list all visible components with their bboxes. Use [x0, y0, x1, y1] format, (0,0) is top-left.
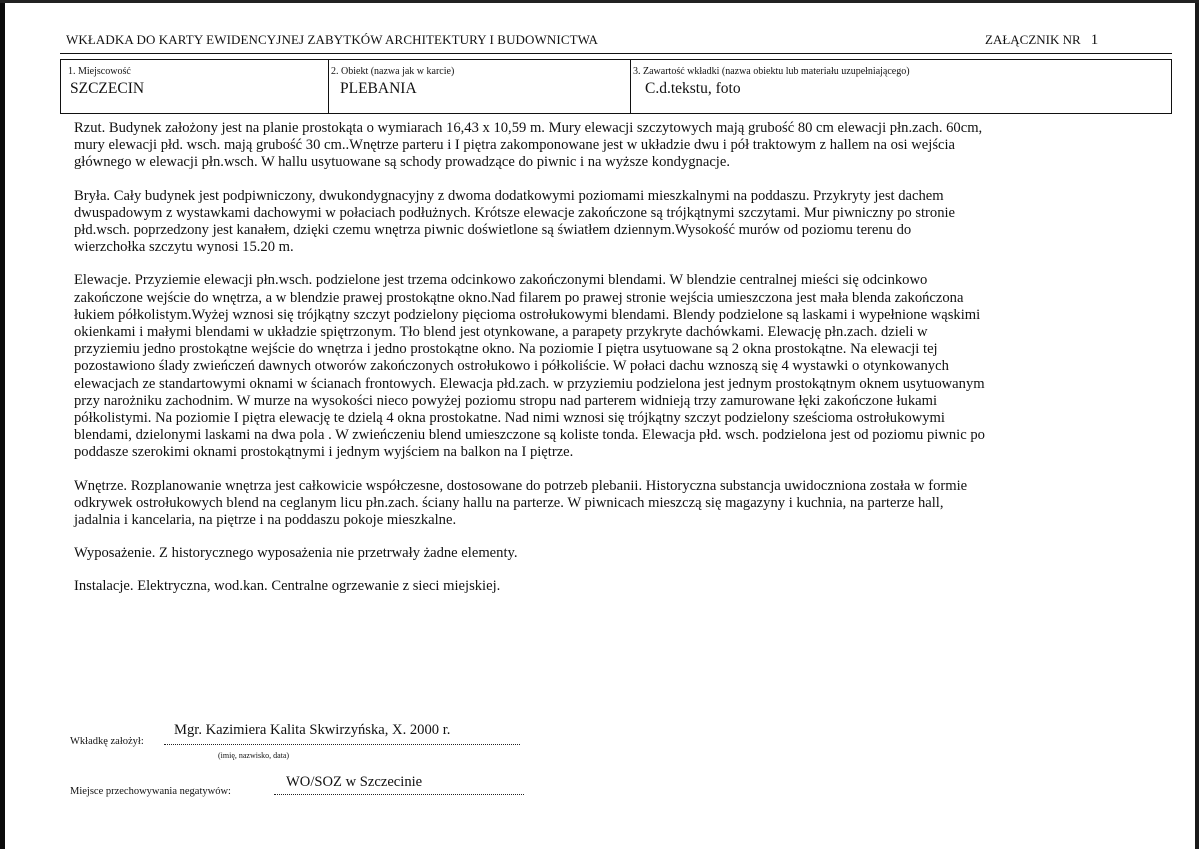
- text-line: poddasze szerokimi oknami prostokątnymi i jednym wyjściem na balkon na I piętrze.: [74, 444, 574, 461]
- text-line: półkolistymi. Na poziomie I piętra elewację te dzielą 4 okna prostokatne. Nad nimi wznosi się trójkątny szczyt podzielony sześcioma ostrołukowymi: [74, 410, 945, 427]
- text-line: przyziemiu jedno prostokątne wejście do wnętrza i jedno prostokątne okno. Na poziomie I piętra usytuowane są 2 okna prostokątne. Na elewacji tej: [74, 341, 938, 358]
- paragraph-rzut: [74, 120, 1162, 172]
- storage-value: WO/SOZ w Szczecinie: [286, 774, 423, 790]
- text-line: Wyposażenie. Z historycznego wyposażenia nie przetrwały żadne elementy.: [74, 545, 518, 562]
- annex-number: 1: [1090, 32, 1099, 48]
- form-title: WKŁADKA DO KARTY EWIDENCYJNEJ ZABYTKÓW ARCHITEKTURY I BUDOWNICTWA: [66, 32, 599, 47]
- author-dotted-line: [164, 744, 520, 745]
- contents-value: C.d.tekstu, foto: [645, 80, 741, 97]
- scan-edge-right: [1195, 0, 1199, 849]
- locality-label: 1. Miejscowość: [68, 66, 131, 77]
- text-line: przy narożniku zachodnim. W murze na wysokości nieco powyżej poziomu stropu nad parterem widnieją trzy zamurowane łęki zakończone łukami: [74, 392, 938, 409]
- text-line: łukiem półkolistym.Wyżej wznosi się trójkątny szczyt podzielony pięcioma ostrołukowymi blendami. Blendy podzielone są laskami i wypełnione wąskimi: [74, 306, 981, 323]
- scan-edge-top: [0, 0, 1199, 3]
- paragraph-elewacje: [74, 272, 1162, 461]
- text-line: głównego w elewacji płn.wsch. W hallu usytuowane są schody prowadzące do piwnic i na wyższe kondygnacje.: [74, 154, 730, 171]
- text-line: Wnętrze. Rozplanowanie wnętrza jest całkowicie współczesne, dostosowane do potrzeb plebanii. Historyczna substancja uwidoczniona została w formie: [74, 477, 968, 494]
- paragraph-instalacje: [74, 578, 1162, 595]
- annex-label-text: ZAŁĄCZNIK NR: [985, 32, 1081, 47]
- text-line: odkrywek ostrołukowych blend na ceglanym licu płn.zach. ściany hallu na parterze. W piwnicach mieszczą się magazyny i kuchnia, na parterze hall,: [74, 494, 944, 511]
- text-line: blendami, dzielonymi laskami na dwa pola . W zwieńczeniu blend umieszczone są koliste tonda. Elewacja płd. wsch. podzielona jest od poziomu piwnic po: [74, 427, 985, 444]
- text-line: mury elewacji płd. wsch. mają grubość 30 cm..Wnętrze parteru i I piętra zakomponowane jest w układzie dwu i pół traktowym z hallem na osi wejścia: [74, 137, 956, 154]
- text-line: dwuspadowym z wystawkami dachowymi w połaciach podłużnych. Krótsze elewacje zakończone są trójkątnymi szczytami. Mur piwniczny po stronie: [74, 204, 956, 221]
- text-line: wierzchołka szczytu wynosi 15.20 m.: [74, 239, 294, 256]
- text-line: płd.wsch. poprzedzony jest kanałem, dzięki czemu wnętrza piwnic doświetlone są światłem dziennym.Wysokość murów od poziomu terenu do: [74, 222, 912, 239]
- paragraph-wnetrze: [74, 478, 1162, 530]
- object-value: PLEBANIA: [340, 80, 417, 97]
- text-line: elewacjach ze standartowymi oknami w ścianach frontowych. Elewacja płd.zach. w przyziemiu podzielona jest jednym prostokątnym oknem usytuowanym: [74, 375, 985, 392]
- annex-label: [985, 32, 1098, 49]
- object-label: 2. Obiekt (nazwa jak w karcie): [331, 66, 455, 77]
- locality-value: SZCZECIN: [70, 80, 145, 97]
- text-line: Bryła. Cały budynek jest podpiwniczony, dwukondygnacyjny z dwoma dodatkowymi poziomami mieszkalnymi na poddaszu. Przykryty jest dachem: [74, 187, 944, 204]
- author-value: Mgr. Kazimiera Kalita Skwirzyńska, X. 2000 r.: [174, 722, 451, 738]
- fields-table: [60, 59, 1172, 114]
- storage-label: Miejsce przechowywania negatywów:: [70, 786, 231, 797]
- text-line: zakończone wejście do wnętrza, a w blendzie prawej prostokątne okno.Nad filarem po prawej stronie wejścia umieszczona jest mała blenda zakończona: [74, 289, 964, 306]
- author-label: Wkładkę założył:: [70, 736, 144, 747]
- text-line: pozostawiono ślady zwieńczeń dawnych otworów zakończonych ostrołukowo i półkoliście. W połaci dachu wznoszą się 4 wystawki o otynkowanych: [74, 358, 949, 375]
- paragraph-bryla: [74, 188, 1162, 257]
- contents-label: 3. Zawartość wkładki (nazwa obiektu lub materiału uzupełniającego): [633, 66, 910, 77]
- text-line: Elewacje. Przyziemie elewacji płn.wsch. podzielone jest trzema odcinkowo zakończonymi blendami. W blendzie centralnej mieści się odcinkowo: [74, 272, 928, 289]
- text-line: Rzut. Budynek założony jest na planie prostokąta o wymiarach 16,43 x 10,59 m. Mury elewacji szczytowych mają grubość 80 cm elewacji płn.zach. 60cm,: [74, 120, 983, 136]
- text-line: jadalnia i kancelaria, na piętrze i na poddaszu pokoje mieszkalne.: [74, 512, 457, 529]
- description-body: [74, 120, 1162, 596]
- text-line: Instalacje. Elektryczna, wod.kan. Centralne ogrzewanie z sieci miejskiej.: [74, 578, 501, 595]
- paragraph-wyposazenie: [74, 545, 1162, 562]
- object-cell: [329, 60, 631, 113]
- contents-cell: [631, 60, 1171, 113]
- header-rule: [60, 53, 1172, 54]
- scan-edge-left: [0, 0, 5, 849]
- text-line: okienkami i małymi blendami w układzie spiętrzonym. Tło blend jest otynkowane, a parapety przykryte dachówkami. Elewację płn.zach. dzieli w: [74, 324, 928, 341]
- locality-cell: [61, 60, 329, 113]
- author-hint: (imię, nazwisko, data): [218, 751, 290, 760]
- storage-dotted-line: [274, 794, 524, 795]
